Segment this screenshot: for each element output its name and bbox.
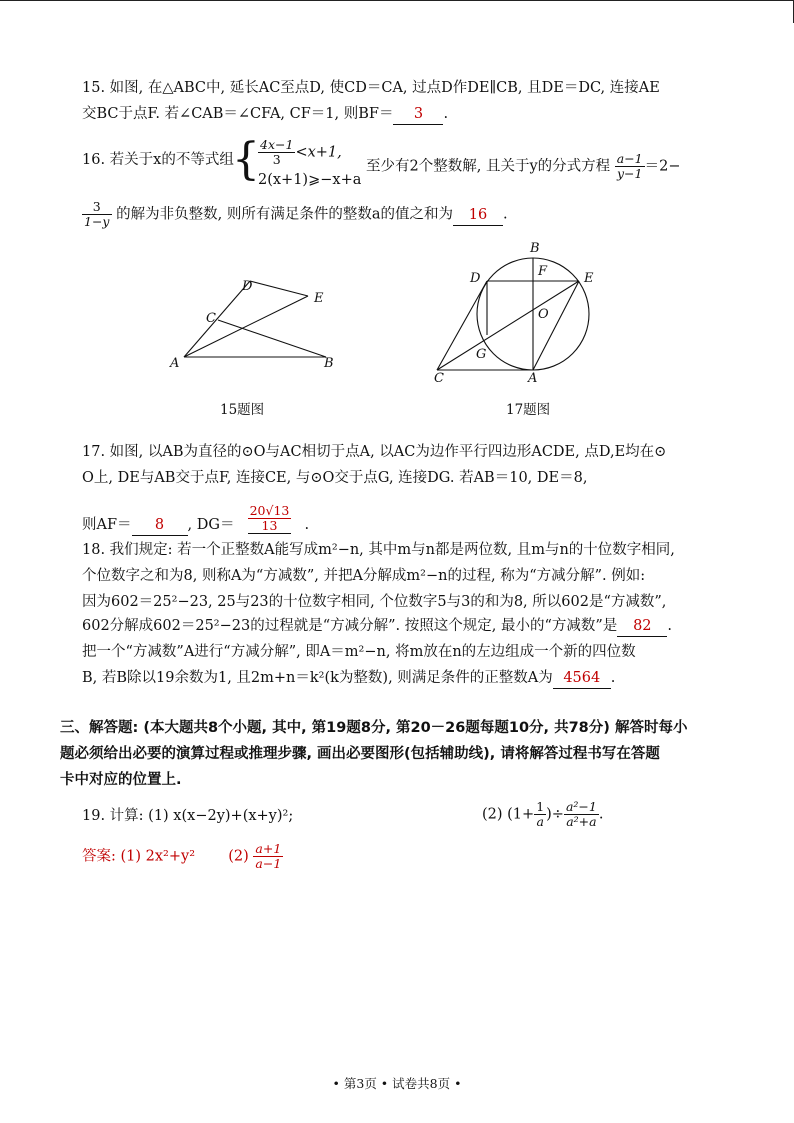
q19-part2-frac-num: 1 [536, 799, 545, 814]
fig15-label-b: B [324, 356, 334, 371]
q18-line1: 18. 我们规定: 若一个正整数A能写成m²−n, 其中m与n都是两位数, 且m与n的十位数字相同, [82, 542, 675, 558]
q16-period: . [502, 206, 508, 223]
fig15-label-d: D [242, 279, 253, 294]
q18-line6 [82, 668, 615, 689]
q19-answer-2-den: a−1 [255, 856, 282, 871]
q16-prefix: 16. 若关于x的不等式组 [82, 152, 234, 168]
q19-part2-pre: (2) (1+ [482, 806, 535, 823]
q19-part2-frac-den: a [536, 814, 544, 829]
section3-line1: 三、解答题: (本大题共8个小题, 其中, 第19题8分, 第20－26题每题10分, 共78分) 解答时每小 [60, 720, 688, 736]
fig17-label-c: C [434, 371, 444, 386]
q17-line3-mid: , DG＝ [187, 517, 235, 533]
fig17-label-b: B [530, 241, 540, 256]
q15-period: . [443, 106, 449, 122]
q16-line2-num: 3 [82, 200, 112, 215]
q17-line3 [82, 503, 310, 540]
q18-line4-period: . [667, 618, 672, 634]
q16-eq-den: y−1 [616, 166, 643, 181]
q18-line4-pre: 602分解成602＝25²−23的过程就是“方减分解”. 按照这个规定, 最小的“方减数”是 [82, 618, 618, 634]
q19-part2 [482, 800, 603, 829]
fig17-label-o: O [538, 307, 549, 322]
q19-part2-period: . [598, 806, 604, 823]
q16-line2-den: 1−y [84, 214, 110, 229]
q19-part2-mid: )÷ [546, 806, 564, 823]
section3-line2: 题必须给出必要的演算过程或推理步骤, 画出必要图形(包括辅助线), 请将解答过程书写在答题 [60, 746, 660, 762]
q16-eq-rest: ＝2− [644, 158, 681, 175]
section3-line3: 卡中对应的位置上. [60, 772, 182, 788]
q17-period: . [304, 517, 310, 533]
fig17-label-g: G [476, 347, 487, 362]
q19-answer-2-label: (2) [228, 848, 249, 865]
q18-line6-pre: B, 若B除以19余数为1, 且2m+n＝k²(k为整数), 则满足条件的正整数A为 [82, 670, 553, 686]
q16-line2-text: 的解为非负整数, 则所有满足条件的整数a的值之和为 [116, 206, 453, 223]
q18-line2: 个位数字之和为8, 则称A为“方减数”, 并把A分解成m²−n的过程, 称为“方减分解”. 例如: [82, 568, 646, 584]
fig15-caption: 15题图 [220, 402, 265, 418]
q15-answer: 3 [393, 104, 443, 125]
q19-part1: 19. 计算: (1) x(x−2y)+(x+y)²; [82, 808, 294, 824]
q18-answer-min: 82 [617, 616, 667, 637]
q16-brace: { [232, 134, 260, 185]
q17-answer-dg-den: 13 [248, 519, 292, 534]
q19-part2-frac2-den: a²+a [566, 814, 597, 829]
q18-line6-period: . [610, 670, 616, 686]
q16-ineq1-num: 4x−1 [260, 137, 294, 152]
fig17-caption: 17题图 [506, 402, 551, 418]
q16-middle-text: 至少有2个整数解, 且关于y的分式方程 [366, 158, 611, 175]
q17-line1: 17. 如图, 以AB为直径的⊙O与AC相切于点A, 以AC为边作平行四边形ACDE, 点D,E均在⊙ [82, 444, 667, 460]
q18-line5: 把一个“方减数”A进行“方减分解”, 即A＝m²−n, 将m放在n的左边组成一个新的四位数 [82, 644, 636, 660]
q16-answer: 16 [453, 205, 503, 226]
q18-answer-a: 4564 [553, 668, 611, 689]
q17-line3-pre: 则AF＝ [82, 517, 132, 533]
q19-answer-1: 答案: (1) 2x²+y² [82, 848, 196, 865]
fig17-label-e: E [584, 271, 594, 286]
q17-answer-dg-num: 20√13 [249, 503, 290, 518]
q18-line4 [82, 616, 672, 637]
q18-line3: 因为602＝25²−23, 25与23的十位数字相同, 个位数字5与3的和为8, 所以602是“方减数”, [82, 594, 667, 610]
page-footer: • 第3页 • 试卷共8页 • [332, 1076, 462, 1091]
q17-answer-dg [234, 503, 304, 540]
q17-answer-af: 8 [132, 515, 188, 536]
fig17-label-a: A [528, 371, 538, 386]
q19-answer-2-num: a+1 [255, 841, 282, 856]
q17-line2: O上, DE与AB交于点F, 连接CE, 与⊙O交于点G, 连接DG. 若AB＝10, DE＝8, [82, 470, 588, 486]
q19-answer [82, 842, 283, 871]
fig15-label-a: A [170, 356, 180, 371]
q16-eq-num: a−1 [616, 151, 643, 166]
fig17-label-d: D [470, 271, 481, 286]
q19-part2-frac2-num: a²−1 [565, 799, 597, 814]
fig17-label-f: F [538, 264, 548, 279]
fig15-label-c: C [206, 311, 216, 326]
q15-line2-text: 交BC于点F. 若∠CAB＝∠CFA, CF＝1, 则BF＝ [82, 106, 394, 122]
q16-ineq1-rest: <x+1, [295, 144, 342, 161]
q16-ineq1-den: 3 [272, 152, 281, 167]
q16-ineq2: 2(x+1)⩾−x+a [258, 172, 362, 188]
q15-line1: 15. 如图, 在△ABC中, 延长AC至点D, 使CD＝CA, 过点D作DE∥CB, 且DE＝DC, 连接AE [82, 80, 660, 96]
fig15-label-e: E [314, 291, 324, 306]
